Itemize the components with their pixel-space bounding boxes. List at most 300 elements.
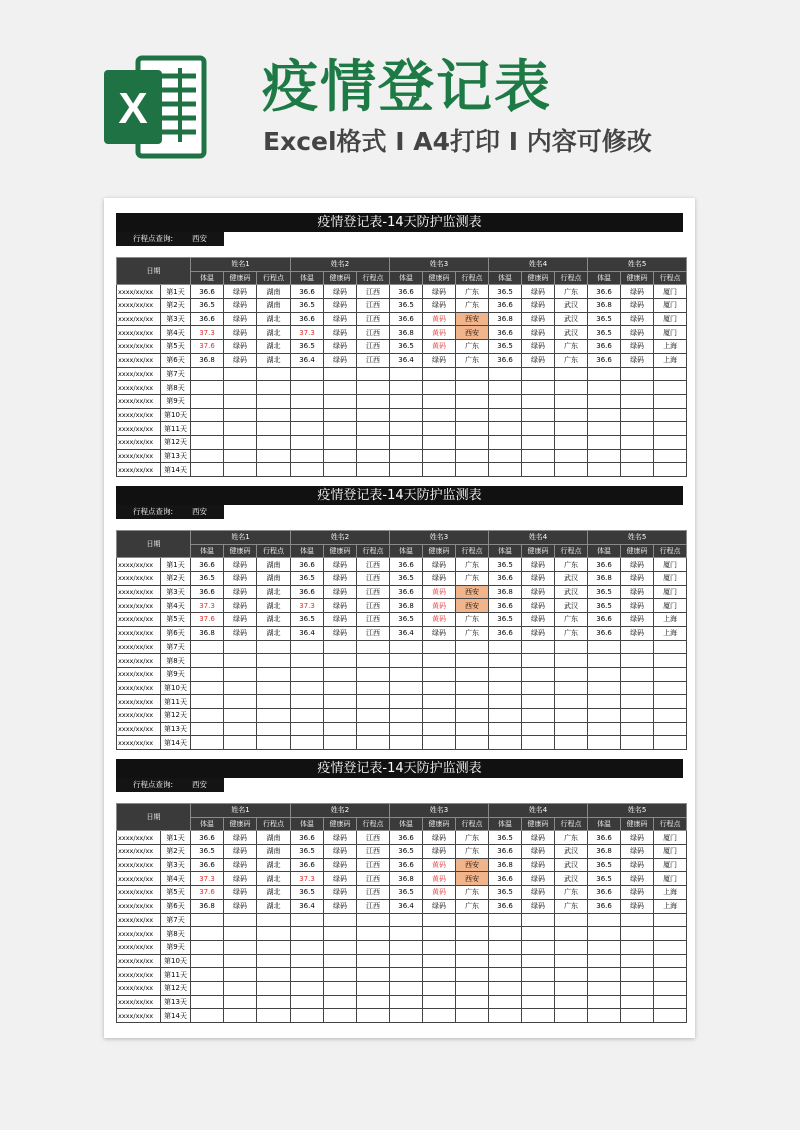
health-code-cell[interactable] — [621, 463, 654, 477]
temperature-cell[interactable] — [390, 367, 423, 381]
temperature-cell[interactable]: 36.5 — [191, 845, 224, 859]
temperature-cell[interactable]: 36.5 — [588, 326, 621, 340]
temperature-cell[interactable] — [191, 954, 224, 968]
route-cell[interactable] — [456, 422, 489, 436]
date-cell[interactable]: xxxx/xx/xx — [117, 845, 161, 859]
route-cell[interactable] — [654, 708, 687, 722]
health-code-cell[interactable] — [522, 927, 555, 941]
route-cell[interactable]: 湖北 — [257, 599, 291, 613]
route-cell[interactable] — [654, 367, 687, 381]
date-cell[interactable]: xxxx/xx/xx — [117, 381, 161, 395]
health-code-cell[interactable] — [621, 722, 654, 736]
temperature-cell[interactable]: 36.8 — [588, 845, 621, 859]
temperature-cell[interactable]: 36.6 — [390, 285, 423, 299]
route-cell[interactable]: 上海 — [654, 613, 687, 627]
temperature-cell[interactable] — [291, 367, 324, 381]
route-cell[interactable] — [357, 954, 390, 968]
temperature-cell[interactable] — [291, 654, 324, 668]
temperature-cell[interactable]: 36.8 — [489, 312, 522, 326]
route-cell[interactable]: 厦门 — [654, 299, 687, 313]
health-code-cell[interactable] — [224, 927, 257, 941]
route-cell[interactable] — [555, 463, 588, 477]
temperature-cell[interactable] — [390, 381, 423, 395]
health-code-cell[interactable] — [621, 913, 654, 927]
health-code-cell[interactable]: 绿码 — [621, 858, 654, 872]
health-code-cell[interactable] — [522, 722, 555, 736]
health-code-cell[interactable] — [324, 722, 357, 736]
health-code-cell[interactable] — [224, 381, 257, 395]
route-cell[interactable] — [357, 913, 390, 927]
date-cell[interactable]: xxxx/xx/xx — [117, 913, 161, 927]
health-code-cell[interactable] — [324, 381, 357, 395]
health-code-cell[interactable]: 绿码 — [522, 285, 555, 299]
temperature-cell[interactable] — [390, 394, 423, 408]
health-code-cell[interactable] — [224, 995, 257, 1009]
route-query-input[interactable]: 西安 — [190, 232, 224, 246]
route-cell[interactable]: 广东 — [456, 285, 489, 299]
date-cell[interactable]: xxxx/xx/xx — [117, 299, 161, 313]
route-cell[interactable] — [555, 381, 588, 395]
temperature-cell[interactable]: 36.5 — [390, 886, 423, 900]
temperature-cell[interactable]: 36.6 — [489, 599, 522, 613]
health-code-cell[interactable] — [522, 449, 555, 463]
temperature-cell[interactable] — [191, 449, 224, 463]
health-code-cell[interactable] — [324, 654, 357, 668]
temperature-cell[interactable] — [191, 1009, 224, 1023]
route-cell[interactable] — [257, 435, 291, 449]
health-code-cell[interactable]: 绿码 — [324, 285, 357, 299]
health-code-cell[interactable]: 绿码 — [324, 858, 357, 872]
health-code-cell[interactable]: 黄码 — [423, 340, 456, 354]
health-code-cell[interactable] — [522, 640, 555, 654]
route-cell[interactable] — [357, 722, 390, 736]
health-code-cell[interactable] — [324, 995, 357, 1009]
health-code-cell[interactable]: 绿码 — [423, 626, 456, 640]
health-code-cell[interactable] — [324, 981, 357, 995]
temperature-cell[interactable]: 36.6 — [588, 558, 621, 572]
temperature-cell[interactable] — [489, 695, 522, 709]
health-code-cell[interactable]: 绿码 — [324, 340, 357, 354]
route-cell[interactable] — [257, 367, 291, 381]
temperature-cell[interactable] — [191, 435, 224, 449]
health-code-cell[interactable] — [621, 640, 654, 654]
health-code-cell[interactable]: 绿码 — [224, 845, 257, 859]
route-cell[interactable] — [456, 367, 489, 381]
health-code-cell[interactable]: 绿码 — [621, 872, 654, 886]
temperature-cell[interactable] — [390, 940, 423, 954]
temperature-cell[interactable]: 37.6 — [191, 886, 224, 900]
temperature-cell[interactable]: 37.6 — [191, 613, 224, 627]
temperature-cell[interactable] — [390, 995, 423, 1009]
route-cell[interactable] — [654, 381, 687, 395]
health-code-cell[interactable] — [522, 681, 555, 695]
temperature-cell[interactable]: 36.5 — [489, 285, 522, 299]
temperature-cell[interactable] — [291, 981, 324, 995]
temperature-cell[interactable]: 36.6 — [489, 572, 522, 586]
route-cell[interactable] — [357, 695, 390, 709]
health-code-cell[interactable]: 绿码 — [522, 886, 555, 900]
date-cell[interactable]: xxxx/xx/xx — [117, 667, 161, 681]
date-cell[interactable]: xxxx/xx/xx — [117, 695, 161, 709]
health-code-cell[interactable] — [423, 449, 456, 463]
route-cell[interactable] — [357, 394, 390, 408]
health-code-cell[interactable] — [522, 695, 555, 709]
health-code-cell[interactable] — [522, 981, 555, 995]
route-cell[interactable] — [555, 654, 588, 668]
health-code-cell[interactable] — [522, 367, 555, 381]
route-cell[interactable] — [555, 722, 588, 736]
temperature-cell[interactable] — [588, 367, 621, 381]
route-cell[interactable] — [357, 640, 390, 654]
route-cell[interactable] — [654, 995, 687, 1009]
route-cell[interactable] — [456, 681, 489, 695]
temperature-cell[interactable]: 36.5 — [291, 886, 324, 900]
health-code-cell[interactable] — [621, 954, 654, 968]
health-code-cell[interactable] — [522, 463, 555, 477]
health-code-cell[interactable] — [324, 954, 357, 968]
route-cell[interactable] — [456, 435, 489, 449]
health-code-cell[interactable]: 绿码 — [621, 340, 654, 354]
health-code-cell[interactable]: 绿码 — [324, 872, 357, 886]
temperature-cell[interactable] — [291, 681, 324, 695]
health-code-cell[interactable] — [621, 367, 654, 381]
health-code-cell[interactable] — [324, 681, 357, 695]
route-cell[interactable] — [555, 736, 588, 750]
route-cell[interactable] — [357, 381, 390, 395]
temperature-cell[interactable]: 36.5 — [291, 340, 324, 354]
temperature-cell[interactable] — [291, 695, 324, 709]
temperature-cell[interactable]: 37.3 — [291, 326, 324, 340]
health-code-cell[interactable]: 绿码 — [621, 585, 654, 599]
route-cell[interactable]: 江西 — [357, 858, 390, 872]
health-code-cell[interactable] — [522, 394, 555, 408]
health-code-cell[interactable] — [224, 1009, 257, 1023]
health-code-cell[interactable] — [224, 640, 257, 654]
route-cell[interactable] — [257, 981, 291, 995]
health-code-cell[interactable]: 绿码 — [522, 613, 555, 627]
health-code-cell[interactable]: 绿码 — [423, 285, 456, 299]
health-code-cell[interactable]: 绿码 — [224, 285, 257, 299]
route-cell[interactable]: 江西 — [357, 299, 390, 313]
health-code-cell[interactable] — [324, 695, 357, 709]
health-code-cell[interactable]: 绿码 — [621, 299, 654, 313]
route-cell[interactable] — [456, 463, 489, 477]
temperature-cell[interactable] — [588, 667, 621, 681]
health-code-cell[interactable] — [224, 394, 257, 408]
health-code-cell[interactable]: 绿码 — [224, 899, 257, 913]
route-cell[interactable]: 湖南 — [257, 285, 291, 299]
route-cell[interactable] — [654, 654, 687, 668]
health-code-cell[interactable]: 绿码 — [224, 353, 257, 367]
date-cell[interactable]: xxxx/xx/xx — [117, 981, 161, 995]
route-cell[interactable]: 江西 — [357, 845, 390, 859]
health-code-cell[interactable] — [621, 408, 654, 422]
temperature-cell[interactable] — [191, 708, 224, 722]
temperature-cell[interactable]: 37.3 — [291, 599, 324, 613]
route-cell[interactable]: 上海 — [654, 626, 687, 640]
route-cell[interactable]: 武汉 — [555, 872, 588, 886]
health-code-cell[interactable] — [324, 968, 357, 982]
temperature-cell[interactable]: 36.6 — [588, 613, 621, 627]
health-code-cell[interactable] — [621, 667, 654, 681]
health-code-cell[interactable]: 绿码 — [324, 585, 357, 599]
temperature-cell[interactable]: 36.6 — [191, 585, 224, 599]
route-cell[interactable]: 西安 — [456, 585, 489, 599]
health-code-cell[interactable]: 绿码 — [621, 326, 654, 340]
temperature-cell[interactable] — [390, 681, 423, 695]
health-code-cell[interactable] — [522, 708, 555, 722]
temperature-cell[interactable] — [489, 667, 522, 681]
temperature-cell[interactable]: 36.6 — [291, 831, 324, 845]
health-code-cell[interactable] — [324, 940, 357, 954]
temperature-cell[interactable]: 36.5 — [291, 613, 324, 627]
route-cell[interactable] — [257, 667, 291, 681]
temperature-cell[interactable] — [489, 381, 522, 395]
temperature-cell[interactable] — [390, 422, 423, 436]
health-code-cell[interactable] — [621, 422, 654, 436]
route-cell[interactable] — [555, 954, 588, 968]
health-code-cell[interactable] — [423, 654, 456, 668]
health-code-cell[interactable] — [423, 1009, 456, 1023]
route-cell[interactable]: 广东 — [555, 886, 588, 900]
route-cell[interactable]: 广东 — [555, 626, 588, 640]
date-cell[interactable]: xxxx/xx/xx — [117, 353, 161, 367]
temperature-cell[interactable]: 36.5 — [489, 613, 522, 627]
route-cell[interactable] — [654, 408, 687, 422]
temperature-cell[interactable]: 36.5 — [191, 572, 224, 586]
route-cell[interactable] — [456, 381, 489, 395]
route-cell[interactable] — [257, 722, 291, 736]
health-code-cell[interactable] — [522, 995, 555, 1009]
temperature-cell[interactable] — [588, 449, 621, 463]
temperature-cell[interactable]: 36.6 — [191, 558, 224, 572]
temperature-cell[interactable]: 36.6 — [588, 353, 621, 367]
health-code-cell[interactable] — [324, 435, 357, 449]
health-code-cell[interactable]: 绿码 — [224, 299, 257, 313]
route-cell[interactable]: 武汉 — [555, 858, 588, 872]
route-cell[interactable] — [456, 722, 489, 736]
health-code-cell[interactable] — [423, 667, 456, 681]
health-code-cell[interactable] — [423, 981, 456, 995]
temperature-cell[interactable] — [588, 1009, 621, 1023]
health-code-cell[interactable] — [224, 654, 257, 668]
temperature-cell[interactable]: 36.5 — [489, 886, 522, 900]
temperature-cell[interactable] — [291, 394, 324, 408]
temperature-cell[interactable] — [291, 968, 324, 982]
temperature-cell[interactable] — [191, 463, 224, 477]
route-cell[interactable] — [654, 736, 687, 750]
health-code-cell[interactable] — [423, 954, 456, 968]
temperature-cell[interactable] — [588, 708, 621, 722]
health-code-cell[interactable]: 绿码 — [621, 831, 654, 845]
temperature-cell[interactable]: 36.4 — [390, 626, 423, 640]
health-code-cell[interactable]: 绿码 — [621, 285, 654, 299]
temperature-cell[interactable] — [390, 968, 423, 982]
date-cell[interactable]: xxxx/xx/xx — [117, 831, 161, 845]
health-code-cell[interactable]: 绿码 — [621, 613, 654, 627]
route-cell[interactable] — [357, 736, 390, 750]
temperature-cell[interactable] — [291, 1009, 324, 1023]
route-cell[interactable] — [357, 408, 390, 422]
route-cell[interactable] — [257, 463, 291, 477]
route-cell[interactable] — [357, 968, 390, 982]
temperature-cell[interactable]: 36.8 — [191, 353, 224, 367]
temperature-cell[interactable]: 36.6 — [390, 858, 423, 872]
route-cell[interactable]: 江西 — [357, 599, 390, 613]
date-cell[interactable]: xxxx/xx/xx — [117, 1009, 161, 1023]
temperature-cell[interactable]: 36.8 — [390, 872, 423, 886]
route-cell[interactable] — [555, 422, 588, 436]
temperature-cell[interactable]: 36.5 — [489, 340, 522, 354]
route-cell[interactable]: 湖南 — [257, 299, 291, 313]
temperature-cell[interactable] — [191, 667, 224, 681]
temperature-cell[interactable] — [588, 940, 621, 954]
health-code-cell[interactable] — [324, 913, 357, 927]
temperature-cell[interactable] — [588, 681, 621, 695]
health-code-cell[interactable] — [423, 913, 456, 927]
route-cell[interactable]: 江西 — [357, 285, 390, 299]
route-cell[interactable]: 厦门 — [654, 599, 687, 613]
health-code-cell[interactable] — [224, 722, 257, 736]
route-cell[interactable] — [555, 981, 588, 995]
route-cell[interactable]: 湖北 — [257, 872, 291, 886]
health-code-cell[interactable] — [423, 381, 456, 395]
route-cell[interactable] — [555, 640, 588, 654]
route-cell[interactable]: 广东 — [456, 626, 489, 640]
health-code-cell[interactable] — [522, 422, 555, 436]
route-cell[interactable] — [257, 995, 291, 1009]
route-cell[interactable] — [257, 913, 291, 927]
route-cell[interactable]: 广东 — [555, 285, 588, 299]
temperature-cell[interactable]: 36.6 — [390, 831, 423, 845]
route-cell[interactable] — [654, 954, 687, 968]
health-code-cell[interactable] — [324, 708, 357, 722]
route-cell[interactable] — [257, 927, 291, 941]
temperature-cell[interactable] — [191, 913, 224, 927]
route-cell[interactable] — [456, 449, 489, 463]
health-code-cell[interactable]: 绿码 — [621, 353, 654, 367]
route-cell[interactable]: 江西 — [357, 558, 390, 572]
temperature-cell[interactable] — [489, 463, 522, 477]
route-cell[interactable]: 厦门 — [654, 326, 687, 340]
route-cell[interactable]: 西安 — [456, 312, 489, 326]
temperature-cell[interactable] — [390, 954, 423, 968]
route-cell[interactable] — [257, 640, 291, 654]
temperature-cell[interactable] — [588, 913, 621, 927]
health-code-cell[interactable] — [621, 708, 654, 722]
route-cell[interactable] — [456, 640, 489, 654]
route-cell[interactable] — [456, 1009, 489, 1023]
route-cell[interactable] — [257, 1009, 291, 1023]
route-cell[interactable] — [357, 995, 390, 1009]
temperature-cell[interactable] — [291, 408, 324, 422]
temperature-cell[interactable] — [390, 435, 423, 449]
temperature-cell[interactable]: 36.4 — [291, 899, 324, 913]
route-cell[interactable] — [654, 940, 687, 954]
route-cell[interactable] — [257, 954, 291, 968]
health-code-cell[interactable] — [621, 1009, 654, 1023]
health-code-cell[interactable]: 绿码 — [522, 585, 555, 599]
temperature-cell[interactable]: 36.6 — [390, 585, 423, 599]
temperature-cell[interactable] — [191, 927, 224, 941]
temperature-cell[interactable] — [390, 640, 423, 654]
health-code-cell[interactable] — [522, 940, 555, 954]
health-code-cell[interactable] — [621, 449, 654, 463]
temperature-cell[interactable] — [588, 381, 621, 395]
health-code-cell[interactable]: 绿码 — [522, 312, 555, 326]
route-cell[interactable] — [257, 408, 291, 422]
route-cell[interactable]: 湖北 — [257, 626, 291, 640]
route-cell[interactable]: 厦门 — [654, 312, 687, 326]
health-code-cell[interactable] — [522, 381, 555, 395]
route-cell[interactable]: 西安 — [456, 599, 489, 613]
health-code-cell[interactable]: 绿码 — [224, 312, 257, 326]
temperature-cell[interactable] — [390, 708, 423, 722]
health-code-cell[interactable]: 绿码 — [621, 599, 654, 613]
date-cell[interactable]: xxxx/xx/xx — [117, 681, 161, 695]
date-cell[interactable]: xxxx/xx/xx — [117, 954, 161, 968]
route-cell[interactable] — [555, 927, 588, 941]
health-code-cell[interactable] — [324, 367, 357, 381]
route-cell[interactable]: 广东 — [555, 831, 588, 845]
health-code-cell[interactable] — [621, 940, 654, 954]
temperature-cell[interactable] — [588, 435, 621, 449]
route-cell[interactable]: 武汉 — [555, 299, 588, 313]
route-cell[interactable]: 广东 — [456, 831, 489, 845]
route-cell[interactable]: 江西 — [357, 872, 390, 886]
route-cell[interactable] — [555, 995, 588, 1009]
temperature-cell[interactable] — [489, 995, 522, 1009]
route-cell[interactable]: 广东 — [456, 340, 489, 354]
health-code-cell[interactable] — [224, 981, 257, 995]
temperature-cell[interactable] — [390, 981, 423, 995]
route-cell[interactable]: 厦门 — [654, 858, 687, 872]
route-cell[interactable] — [654, 927, 687, 941]
temperature-cell[interactable]: 36.5 — [390, 299, 423, 313]
temperature-cell[interactable] — [489, 981, 522, 995]
date-cell[interactable]: xxxx/xx/xx — [117, 285, 161, 299]
date-cell[interactable]: xxxx/xx/xx — [117, 858, 161, 872]
route-cell[interactable] — [555, 367, 588, 381]
route-cell[interactable]: 湖南 — [257, 572, 291, 586]
health-code-cell[interactable]: 绿码 — [324, 613, 357, 627]
route-cell[interactable]: 江西 — [357, 886, 390, 900]
health-code-cell[interactable]: 绿码 — [224, 626, 257, 640]
temperature-cell[interactable] — [588, 695, 621, 709]
temperature-cell[interactable] — [390, 654, 423, 668]
temperature-cell[interactable] — [191, 408, 224, 422]
health-code-cell[interactable]: 绿码 — [423, 558, 456, 572]
route-cell[interactable] — [357, 422, 390, 436]
health-code-cell[interactable] — [423, 995, 456, 1009]
temperature-cell[interactable] — [291, 463, 324, 477]
temperature-cell[interactable] — [191, 940, 224, 954]
health-code-cell[interactable]: 绿码 — [621, 845, 654, 859]
health-code-cell[interactable]: 绿码 — [324, 299, 357, 313]
temperature-cell[interactable] — [390, 1009, 423, 1023]
health-code-cell[interactable]: 绿码 — [522, 572, 555, 586]
health-code-cell[interactable]: 绿码 — [621, 572, 654, 586]
route-cell[interactable]: 湖北 — [257, 886, 291, 900]
route-cell[interactable] — [357, 367, 390, 381]
route-cell[interactable] — [357, 981, 390, 995]
temperature-cell[interactable]: 36.8 — [588, 572, 621, 586]
route-cell[interactable] — [357, 667, 390, 681]
temperature-cell[interactable] — [191, 981, 224, 995]
date-cell[interactable]: xxxx/xx/xx — [117, 927, 161, 941]
route-cell[interactable]: 广东 — [456, 572, 489, 586]
temperature-cell[interactable]: 37.6 — [191, 340, 224, 354]
